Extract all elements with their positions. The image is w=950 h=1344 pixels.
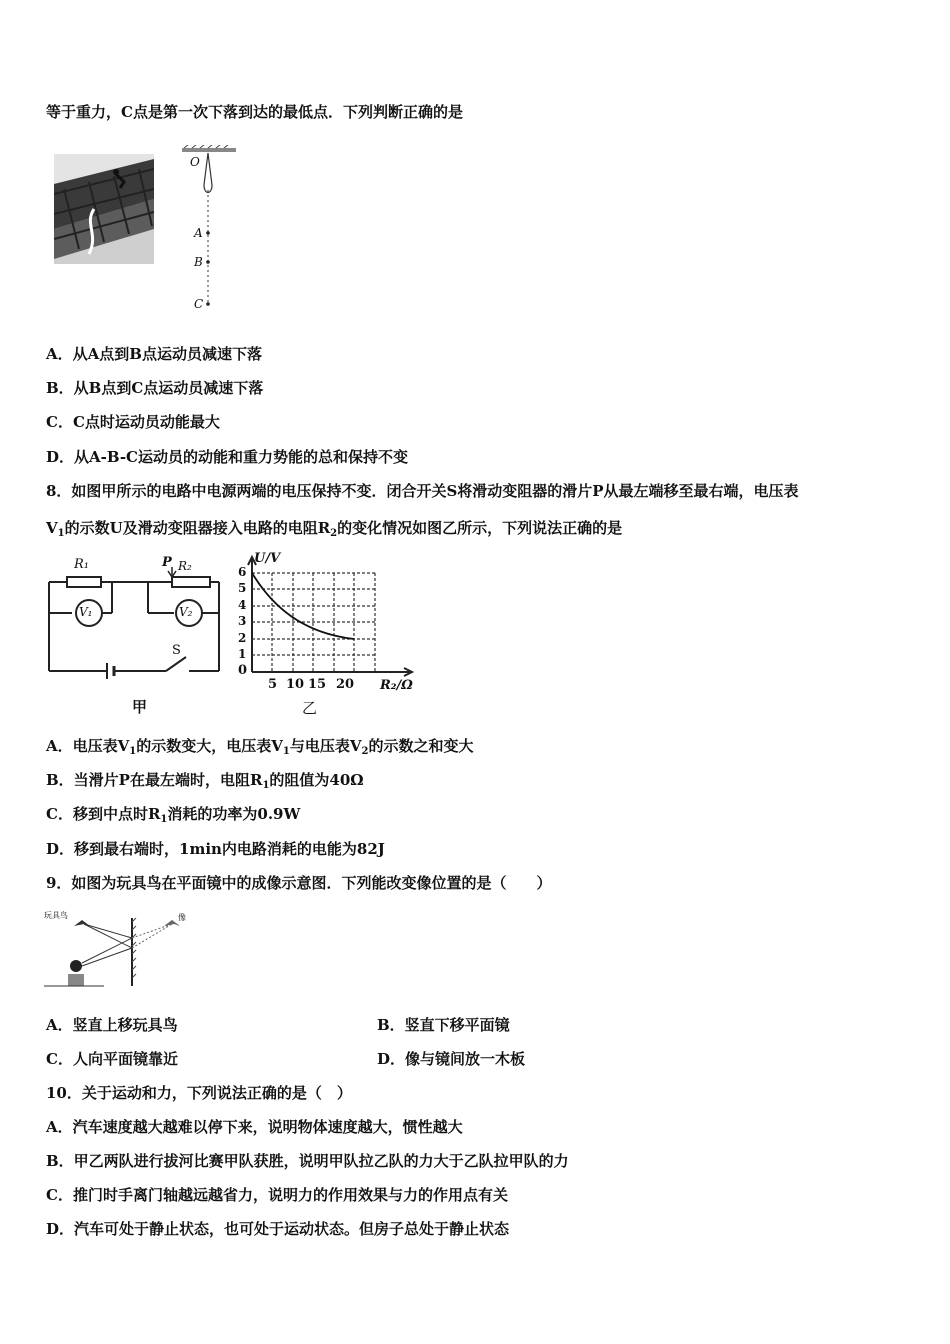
q10-option-d: D．汽车可处于静止状态，也可处于运动状态。但房子总处于静止状态 — [46, 1220, 510, 1238]
bungee-diagram — [176, 145, 246, 315]
label-v1: V₁ — [79, 605, 93, 619]
xtick: 15 — [308, 677, 327, 692]
graph-xlabel: R₂/Ω — [380, 678, 413, 693]
label-r1: R₁ — [74, 557, 89, 572]
caption-jia: 甲 — [132, 698, 148, 716]
q9-option-d: D．像与镜间放一木板 — [377, 1050, 526, 1068]
circuit-diagram — [44, 553, 229, 723]
q10-stem: 10．关于运动和力，下列说法正确的是（ ） — [46, 1084, 352, 1102]
q8-stem-line1: 8．如图甲所示的电路中电源两端的电压保持不变．闭合开关S将滑动变阻器的滑片P从最左端移至最右端，电压表 — [46, 482, 799, 500]
ytick: 1 — [238, 647, 247, 661]
ytick: 6 — [238, 565, 247, 579]
mirror-diagram — [44, 908, 194, 988]
q8-option-d: D．移到最右端时，1min内电路消耗的电能为82J — [46, 840, 385, 858]
label-b: B — [194, 255, 203, 269]
label-image: 像 — [178, 913, 186, 922]
q10-option-c: C．推门时手离门轴越远越省力，说明力的作用效果与力的作用点有关 — [46, 1186, 508, 1204]
label-v2: V₂ — [179, 605, 193, 619]
q8-stem-line2: $V_1$的示数U及滑动变阻器接入电路的电阻$R_2$的变化情况如图乙所示，下列说法正确的是 — [46, 519, 623, 539]
label-r2: R₂ — [178, 559, 192, 573]
label-a: A — [194, 226, 203, 240]
ytick: 2 — [238, 631, 247, 645]
label-c: C — [194, 297, 204, 311]
q7-stem-end: 等于重力，C点是第一次下落到达的最低点．下列判断正确的是 — [46, 103, 463, 121]
q9-stem: 9．如图为玩具鸟在平面镜中的成像示意图．下列能改变像位置的是（ ） — [46, 874, 552, 892]
graph-ylabel: U/V — [254, 551, 281, 566]
q9-option-b: B．竖直下移平面镜 — [377, 1016, 510, 1034]
graph-origin: 0 — [238, 663, 248, 678]
q7-option-c: C．C点时运动员动能最大 — [46, 413, 220, 431]
label-toy-bird: 玩具鸟 — [44, 911, 68, 920]
ytick: 5 — [238, 581, 247, 595]
ytick: 3 — [238, 614, 247, 628]
bungee-photo — [54, 154, 154, 264]
q7-option-d: D．从A-B-C运动员的动能和重力势能的总和保持不变 — [46, 448, 408, 466]
xtick: 10 — [286, 677, 305, 692]
u-r-graph — [232, 551, 422, 719]
q10-option-b: B．甲乙两队进行拔河比赛甲队获胜，说明甲队拉乙队的力大于乙队拉甲队的力 — [46, 1152, 569, 1170]
q8-option-c: C．移到中点时$R_1$消耗的功率为0.9W — [46, 805, 301, 825]
label-o: O — [190, 155, 200, 169]
q7-option-b: B．从B点到C点运动员减速下落 — [46, 379, 264, 397]
q9-option-a: A．竖直上移玩具鸟 — [46, 1016, 178, 1034]
xtick: 5 — [268, 677, 278, 692]
caption-yi: 乙 — [302, 699, 318, 717]
xtick: 20 — [336, 677, 355, 692]
q8-option-b: B．当滑片P在最左端时，电阻$R_1$的阻值为40Ω — [46, 771, 364, 791]
label-s: S — [172, 643, 181, 658]
q8-option-a: A．电压表$V_1$的示数变大，电压表$V_1$与电压表$V_2$的示数之和变大 — [46, 737, 474, 757]
q7-option-a: A．从A点到B点运动员减速下落 — [46, 345, 262, 363]
ytick: 4 — [238, 598, 247, 612]
q9-option-c: C．人向平面镜靠近 — [46, 1050, 178, 1068]
label-p: P — [162, 555, 172, 570]
q10-option-a: A．汽车速度越大越难以停下来，说明物体速度越大，惯性越大 — [46, 1118, 463, 1136]
